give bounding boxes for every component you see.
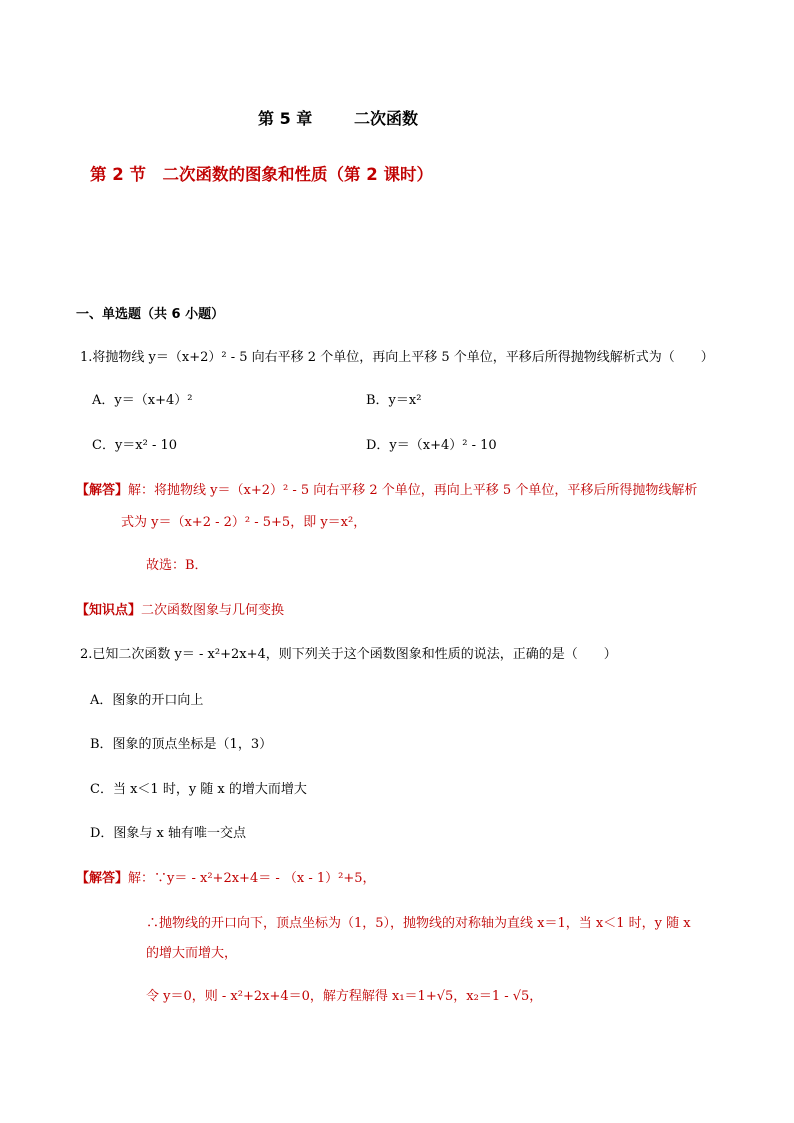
- q2-option-c: C．当 x＜1 时，y 随 x 的增大而增大: [90, 782, 307, 797]
- q1-answer-line2: 式为 y＝（x+2 - 2）² - 5+5，即 y＝x²，: [121, 515, 367, 530]
- chapter-name: 二次函数: [354, 109, 419, 128]
- q1-option-c: C．y＝x² - 10: [92, 438, 178, 453]
- q2-answer-line4: 令 y＝0，则 - x²+2x+4＝0，解方程解得 x₁＝1+√5，x₂＝1 - √5，: [146, 989, 543, 1004]
- q1-answer-line1: 解：将抛物线 y＝（x+2）² - 5 向右平移 2 个单位，再向上平移 5 个单位，平移后所得抛物线解析: [128, 483, 698, 498]
- q1-option-a: A．y＝（x+4）²: [92, 393, 193, 408]
- q2-option-a: A．图象的开口向上: [90, 693, 204, 708]
- q1-knowledge: [76, 599, 284, 618]
- part-heading: 一、单选题（共 6 小题）: [76, 307, 225, 322]
- q2-option-d: D．图象与 x 轴有唯一交点: [90, 826, 247, 841]
- q1-stem-rest: 向右平移 2 个单位，再向上平移 5 个单位，平移后所得抛物线解析式为（ ）: [247, 350, 714, 365]
- q1-answer-line3: 故选：B．: [146, 558, 208, 573]
- q1-option-d: D．y＝（x+4）² - 10: [366, 438, 497, 453]
- q1-answer-tag: 【解答】: [76, 483, 129, 498]
- q1-knowledge-text: 二次函数图象与几何变换: [141, 603, 285, 618]
- q2-answer: [76, 867, 376, 886]
- q1-stem-prefix: 1.将抛物线: [80, 350, 149, 365]
- q1-option-b: B．y＝x²: [366, 393, 422, 408]
- q2-stem: 2.已知二次函数 y＝ - x²+2x+4，则下列关于这个函数图象和性质的说法，正确的是（ ）: [80, 647, 617, 662]
- q1-answer: [76, 479, 697, 498]
- q2-answer-line1: 解：∵y＝ - x²+2x+4＝ - （x - 1）²+5，: [128, 871, 376, 886]
- q2-option-b: B．图象的顶点坐标是（1，3）: [90, 737, 273, 752]
- q2-answer-line3: 的增大而增大，: [146, 946, 238, 961]
- section-title: 第 2 节 二次函数的图象和性质（第 2 课时）: [90, 165, 433, 184]
- q1-stem-expr: y＝（x+2）² - 5: [148, 350, 248, 365]
- q2-answer-tag: 【解答】: [76, 871, 129, 886]
- q1-knowledge-tag: 【知识点】: [76, 603, 142, 618]
- q2-answer-line2: ∴抛物线的开口向下，顶点坐标为（1，5），抛物线的对称轴为直线 x＝1，当 x＜1 时，y 随 x: [146, 916, 691, 931]
- chapter-number: 第 5 章: [258, 109, 313, 128]
- q1-stem: [80, 346, 714, 365]
